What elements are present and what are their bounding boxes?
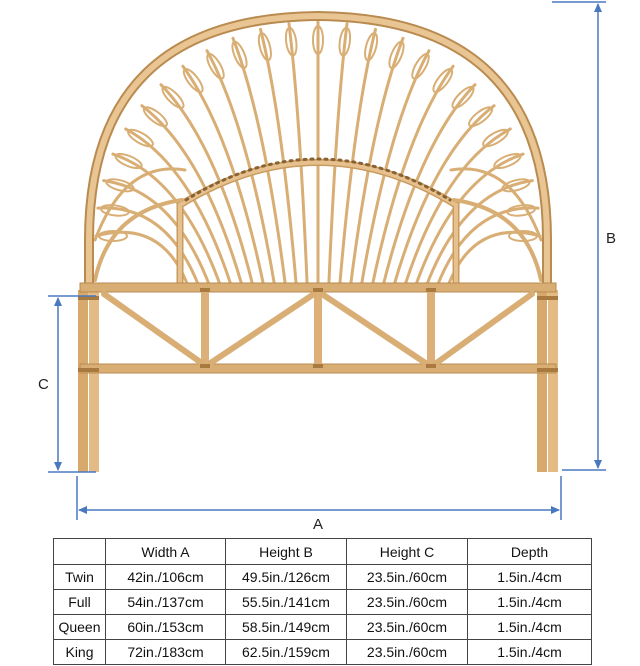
table-header-cell: Depth [468,539,592,565]
table-header-cell: Height C [347,539,468,565]
dimension-label-c: C [38,376,49,393]
table-cell: 55.5in./141cm [226,590,347,615]
table-row [54,565,592,590]
table-cell: King [54,640,106,665]
table-cell: Queen [54,615,106,640]
table-cell: 1.5in./4cm [468,640,592,665]
rattan-spoke [351,38,404,286]
table-cell: Twin [54,565,106,590]
table-header-cell [54,539,106,565]
table-cell: 54in./137cm [106,590,226,615]
table-cell: 58.5in./149cm [226,615,347,640]
table-cell: 60in./153cm [106,615,226,640]
dimension-label-b: B [606,230,617,247]
table-cell: 72in./183cm [106,640,226,665]
table-row [54,615,592,640]
table-cell: 23.5in./60cm [347,565,468,590]
table-cell: 23.5in./60cm [347,640,468,665]
table-header-row [54,539,592,565]
table-cell: Full [54,590,106,615]
table-cell: 42in./106cm [106,565,226,590]
table-header-cell: Height B [226,539,347,565]
size-spec-table [53,538,592,665]
table-cell: 1.5in./4cm [468,565,592,590]
dimension-lines [48,2,606,520]
table-cell: 23.5in./60cm [347,590,468,615]
table-row [54,640,592,665]
table-cell: 1.5in./4cm [468,615,592,640]
rattan-headboard-image [78,16,558,472]
table-cell: 62.5in./159cm [226,640,347,665]
table-cell: 49.5in./126cm [226,565,347,590]
table-row [54,590,592,615]
table-cell: 23.5in./60cm [347,615,468,640]
table-header-cell: Width A [106,539,226,565]
dimension-label-a: A [313,516,324,530]
table-cell: 1.5in./4cm [468,590,592,615]
